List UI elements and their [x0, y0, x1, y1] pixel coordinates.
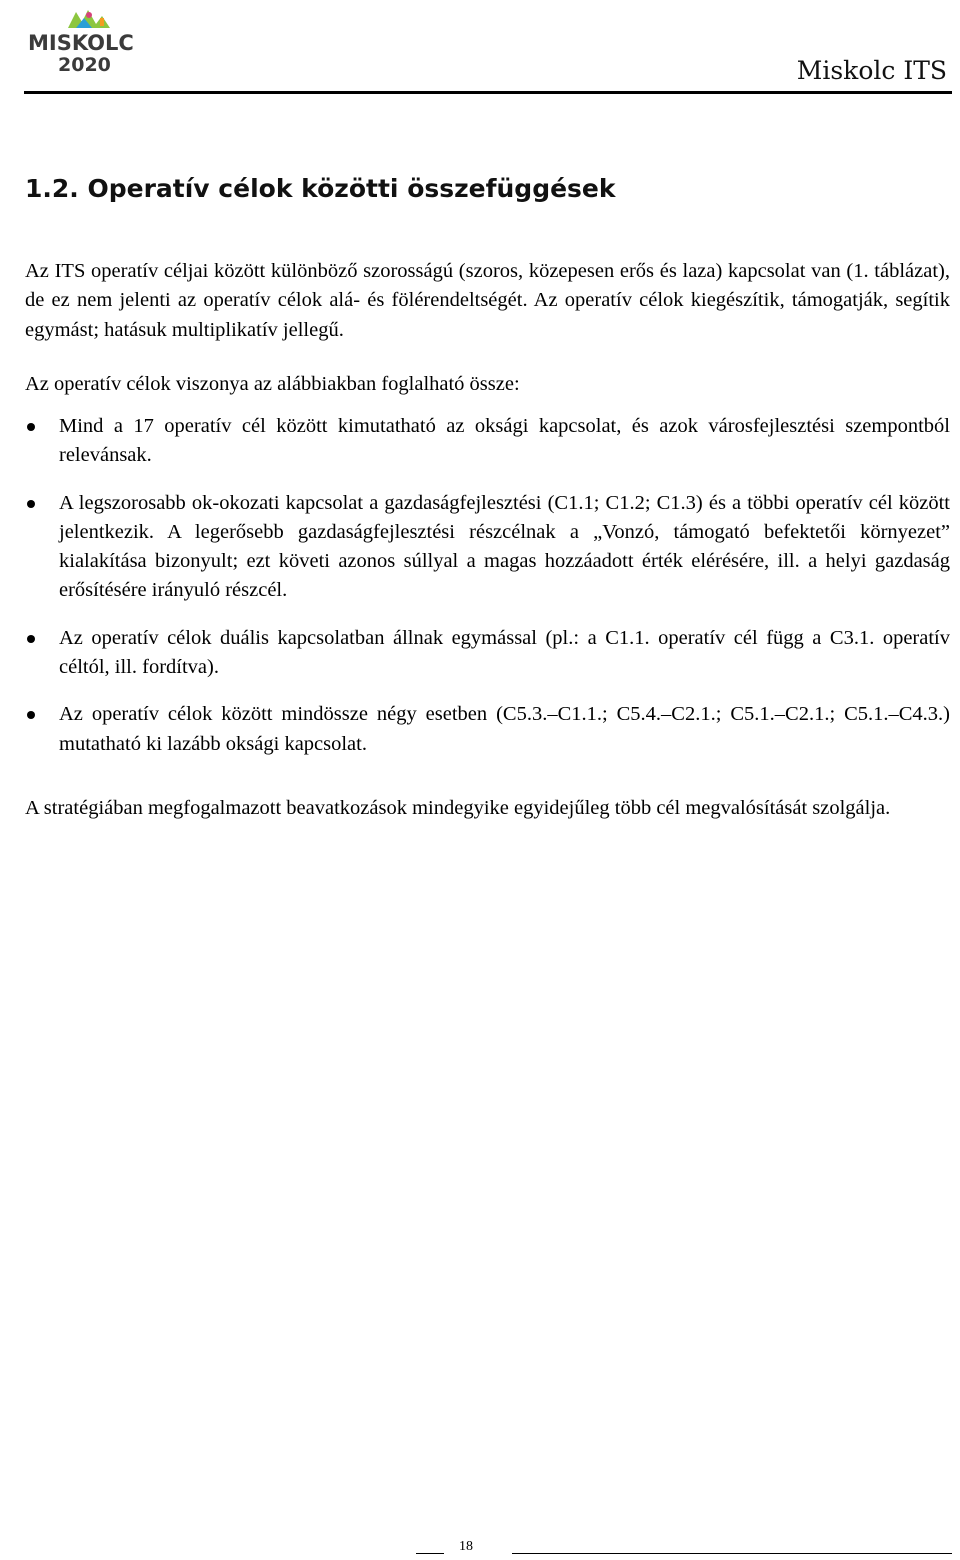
- bullet-icon: [27, 423, 35, 431]
- footer-rule-right: [512, 1553, 952, 1554]
- logo-graphic: [26, 6, 146, 74]
- bullet-icon: [27, 500, 35, 508]
- list-item-text: Az operatív célok duális kapcsolatban állnak egymással (pl.: a C1.1. operatív cél függ a C3.1. operatív céltól, ill. fordítva).: [59, 626, 950, 679]
- list-item: [0, 624, 950, 683]
- list-item: [0, 489, 950, 606]
- list-item-text: Mind a 17 operatív cél között kimutatható az oksági kapcsolat, és azok városfejlesztési szempontból relevánsak.: [59, 415, 950, 467]
- closing-paragraph: A stratégiában megfogalmazott beavatkozások mindegyike egyidejűleg több cél megvalósítását szolgálja.: [25, 797, 891, 819]
- bullet-icon: [27, 711, 35, 719]
- relationship-bullet-list: [0, 412, 960, 759]
- miskolc-2020-logo: [26, 6, 146, 74]
- section-heading: 1.2. Operatív célok közötti összefüggések: [25, 174, 616, 203]
- list-item-text: Az operatív célok között mindössze négy esetben (C5.3.–C1.1.; C5.4.–C2.1.; C5.1.–C2.1.; C5.1.–C4.3.) mutatható ki lazább oksági kapcsolat.: [59, 703, 950, 755]
- page-number: 18: [459, 1539, 473, 1554]
- bullet-icon: [27, 635, 35, 643]
- logo-dot-icon: [86, 12, 92, 18]
- running-header-title: Miskolc ITS: [796, 56, 947, 85]
- logo-tower-icon: [100, 18, 104, 26]
- logo-wordmark: MISKOLC: [28, 31, 134, 55]
- lead-paragraph: Az operatív célok viszonya az alábbiakban foglalható össze:: [25, 373, 520, 395]
- logo-year: 2020: [58, 54, 111, 74]
- list-item-text: A legszorosabb ok-okozati kapcsolat a gazdaságfejlesztési (C1.1; C1.2; C1.3) és a többi operatív cél között jelentkezik. A legerősebb gazdaságfejlesztési részcélnak a „Vonzó, támogató befektetői környezet” kialakítása bizonyult; ezt követi azonos súllyal a magas hozzáadott érték elérésére, ill. a helyi gazdaság erősítésére irányuló részcél.: [59, 491, 950, 602]
- list-item: [0, 700, 950, 759]
- header-divider: [24, 91, 952, 94]
- list-item: [0, 412, 950, 471]
- footer-rule-left: [416, 1553, 444, 1554]
- intro-paragraph: Az ITS operatív céljai között különböző szorosságú (szoros, közepesen erős és laza) kapcsolat van (1. táblázat), de ez nem jelenti az operatív célok alá- és fölérendeltségét. Az operatív célok kiegészítik, támogatják, segítik egymást; hatásuk multiplikatív jellegű.: [25, 260, 950, 341]
